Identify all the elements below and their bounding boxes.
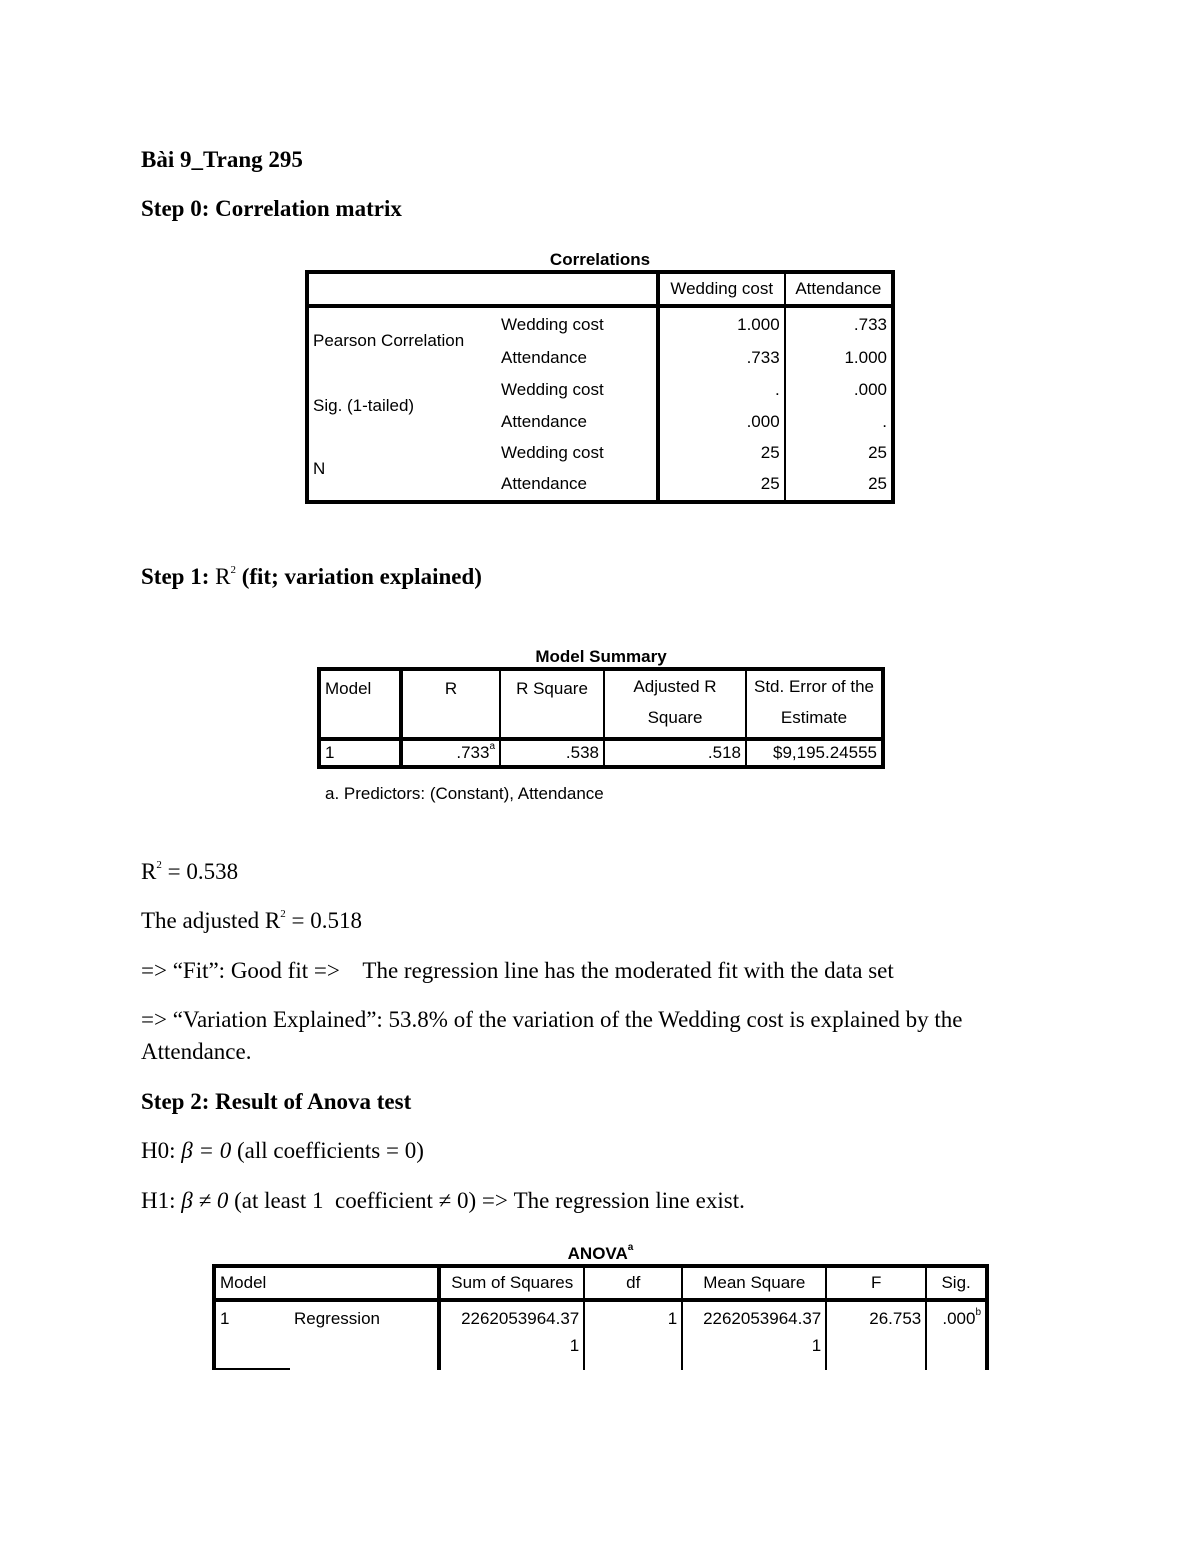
table-row: [214, 1300, 987, 1336]
r2-line: $R^2 = 0.538$: [141, 859, 239, 884]
header-std-error: Std. Error of the Estimate: [754, 677, 874, 727]
header-r: R: [401, 669, 500, 739]
table-row: [214, 1336, 987, 1370]
table-cell: 2262053964.37: [439, 1300, 584, 1336]
group-label-sig: Sig. (1-tailed): [313, 395, 415, 415]
header-r-square: R Square: [500, 669, 604, 739]
table-cell-empty: [290, 1336, 439, 1370]
header-mean-square: Mean Square: [682, 1266, 826, 1300]
anova-table: [212, 1264, 989, 1370]
table-cell-model: 1: [220, 1309, 230, 1328]
variation-line: => “Variation Explained”: 53.8% of the variation of the Wedding cost is explained by the Attendance.: [141, 1007, 963, 1065]
table-cell: 1: [682, 1336, 826, 1370]
empty-header-cell: [307, 272, 658, 306]
table-cell: .: [882, 411, 887, 431]
table-cell-empty: [214, 1336, 290, 1370]
table-cell: .: [658, 374, 785, 406]
step1-title: Step 1: $R^2$ (fit; variation explained): [141, 564, 482, 589]
table-cell: 25: [868, 474, 887, 493]
table-cell: .000: [658, 406, 785, 437]
table-cell-empty: [826, 1336, 926, 1370]
table-header-row: [214, 1266, 987, 1300]
table-cell: 26.753: [826, 1300, 926, 1336]
table-cell: 25: [868, 442, 887, 462]
header-df: df: [584, 1266, 682, 1300]
header-f: F: [826, 1266, 926, 1300]
correlations-table: [305, 270, 895, 504]
table-header-row: [307, 272, 893, 306]
table-cell: 25: [658, 468, 785, 502]
table-cell-label: Regression: [290, 1300, 439, 1336]
table-cell: .538: [500, 739, 604, 767]
anova-table-clip: [212, 1264, 989, 1370]
table-cell: 1: [319, 739, 401, 767]
row-var-label: Wedding cost: [497, 437, 658, 468]
row-var-label: Attendance: [497, 406, 658, 437]
table-cell: 1: [439, 1336, 584, 1370]
col-header-wedding-cost: Wedding cost: [658, 272, 785, 306]
header-model: Model: [319, 669, 401, 739]
correlations-caption: Correlations: [549, 250, 651, 269]
header-sig: Sig.: [941, 1273, 971, 1292]
table-cell-r: .733$^a$: [401, 739, 500, 767]
row-var-label: Wedding cost: [497, 306, 658, 342]
adjusted-r2-line: The adjusted $R^2 = 0.518$: [141, 908, 362, 933]
table-row: [307, 306, 893, 342]
anova-caption: ANOVA$^a$: [567, 1242, 634, 1263]
table-cell: 2262053964.37: [682, 1300, 826, 1336]
table-cell: .733: [853, 315, 887, 334]
model-summary-caption: Model Summary: [535, 647, 667, 666]
fit-line: => “Fit”: Good fit => The regression line has the moderated fit with the data set: [141, 958, 894, 983]
table-row: [319, 739, 883, 767]
row-var-label: Attendance: [497, 342, 658, 374]
table-cell: .518: [604, 739, 746, 767]
group-label-pearson: Pearson Correlation: [313, 331, 465, 350]
table-row: [307, 437, 893, 468]
page-heading: Bài 9_Trang 295: [141, 147, 303, 172]
table-row: [307, 374, 893, 406]
step2-title: Step 2: Result of Anova test: [141, 1089, 412, 1114]
h1-line: H1: β ≠ 0 (at least 1 coefficient ≠ 0) => The regression line exist.: [141, 1188, 745, 1213]
header-model: Model: [214, 1266, 439, 1300]
table-header-row: [319, 669, 883, 739]
header-adjusted-r-square: Adjusted R Square: [604, 669, 746, 739]
row-var-label: Attendance: [497, 468, 658, 502]
row-var-label: Wedding cost: [497, 374, 658, 406]
table-cell-empty: [926, 1336, 987, 1370]
col-header-attendance: Attendance: [795, 279, 882, 298]
group-label-n: N: [313, 458, 326, 478]
table-cell-empty: [584, 1336, 682, 1370]
table-cell: 1.000: [844, 348, 887, 367]
header-sum-of-squares: Sum of Squares: [439, 1266, 584, 1300]
table-cell: 1: [584, 1300, 682, 1336]
table-cell-sig: .000$^b$: [942, 1307, 981, 1328]
step0-title: Step 0: Correlation matrix: [141, 196, 402, 221]
model-summary-table: [317, 667, 885, 769]
table-cell: 25: [658, 437, 785, 468]
table-cell: $9,195.24555: [773, 743, 877, 762]
table-cell: .733: [658, 342, 785, 374]
table-cell: 1.000: [658, 306, 785, 342]
h0-line: H0: β = 0 (all coefficients = 0): [141, 1138, 424, 1163]
model-summary-footnote: a. Predictors: (Constant), Attendance: [325, 784, 604, 803]
table-cell: .000: [853, 380, 887, 399]
